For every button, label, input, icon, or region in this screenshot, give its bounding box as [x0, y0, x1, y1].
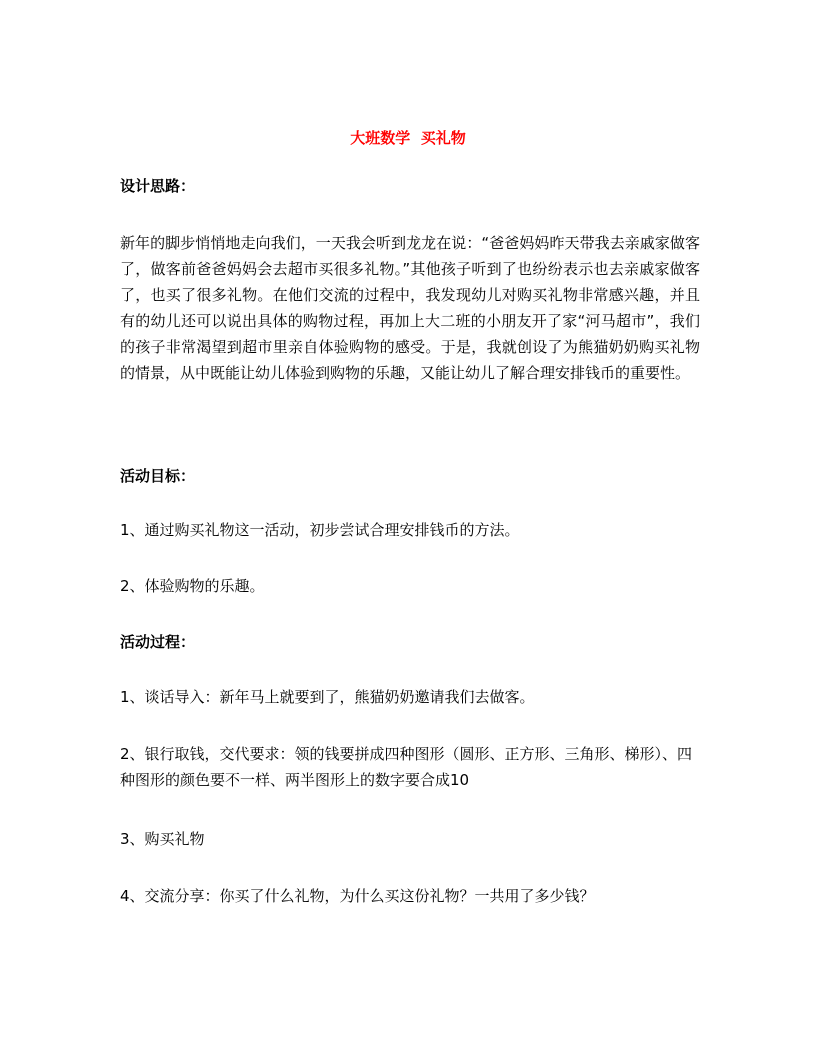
process-item-1: 1、谈话导入：新年马上就要到了，熊猫奶奶邀请我们去做客。 [120, 688, 535, 706]
title-part-2: 买礼物 [420, 129, 466, 147]
title-part-1: 大班数学 [350, 129, 411, 147]
goal-item-1: 1、通过购买礼物这一活动，初步尝试合理安排钱币的方法。 [120, 521, 520, 539]
process-heading: 活动过程： [120, 633, 196, 651]
page-title [0, 128, 816, 148]
process-item-4: 4、交流分享：你买了什么礼物，为什么买这份礼物？一共用了多少钱？ [120, 887, 595, 905]
design-paragraph: 新年的脚步悄悄地走向我们，一天我会听到龙龙在说：“爸爸妈妈昨天带我去亲戚家做客了，做客前爸爸妈妈会去超市买很多礼物。”其他孩子听到了也纷纷表示也去亲戚家做客了，也买了很多礼物。在他们交流的过程中，我发现幼儿对购买礼物非常感兴趣，并且有的幼儿还可以说出具体的购物过程，再加上大二班的小朋友开了家“河马超市”，我们的孩子非常渴望到超市里亲自体验购物的感受。于是，我就创设了为熊猫奶奶购买礼物的情景，从中既能让幼儿体验到购物的乐趣，又能让幼儿了解合理安排钱币的重要性。 [120, 234, 700, 382]
goal-item-2: 2、体验购物的乐趣。 [120, 577, 265, 595]
process-item-2: 2、银行取钱，交代要求：领的钱要拼成四种图形（圆形、正方形、三角形、梯形）、四种图形的颜色要不一样、两半图形上的数字要合成10 [120, 745, 693, 789]
goals-heading: 活动目标： [120, 467, 196, 485]
process-item-3: 3、购买礼物 [120, 830, 205, 848]
design-heading: 设计思路： [120, 177, 196, 195]
